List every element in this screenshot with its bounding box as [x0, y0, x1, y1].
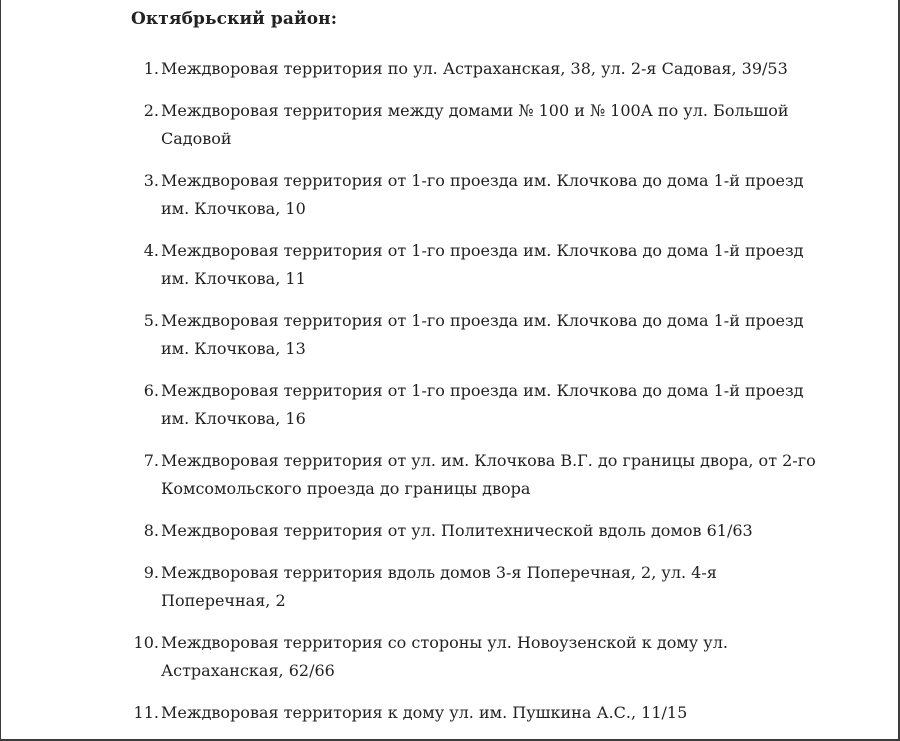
list-item-number: 2.: [143, 101, 159, 120]
frame-left-border: [0, 0, 1, 741]
list-item-line: им. Клочкова, 10: [161, 199, 306, 218]
list-item-line: им. Клочкова, 16: [161, 409, 306, 428]
list-item-number: 4.: [143, 241, 159, 260]
list-item-text: [161, 517, 831, 545]
list-item-line: Поперечная, 2: [161, 591, 286, 610]
list-item-line: Комсомольского проезда до границы двора: [161, 479, 531, 498]
list-item: [131, 629, 831, 685]
district-heading: Октябрьский район:: [131, 9, 338, 29]
list-item: [131, 377, 831, 433]
list-item-line: Междворовая территория от ул. им. Клочкова В.Г. до границы двора, от 2-го: [161, 451, 816, 470]
list-item-line: Междворовая территория от 1-го проезда им. Клочкова до дома 1-й проезд: [161, 311, 804, 330]
list-item: [131, 167, 831, 223]
list-item-text: [161, 307, 831, 363]
list-item-text: [161, 377, 831, 433]
list-item: [131, 307, 831, 363]
list-item-text: [161, 447, 831, 503]
list-item-line: Междворовая территория от 1-го проезда им. Клочкова до дома 1-й проезд: [161, 171, 804, 190]
territory-list: [131, 55, 831, 727]
list-item-text: [161, 97, 831, 153]
list-item-line: Междворовая территория от 1-го проезда им. Клочкова до дома 1-й проезд: [161, 241, 804, 260]
list-item: [131, 517, 831, 545]
list-item-line: им. Клочкова, 11: [161, 269, 306, 288]
list-item-text: [161, 699, 831, 727]
list-item-number: 6.: [143, 381, 159, 400]
list-item-number: 11.: [133, 703, 159, 722]
list-item-text: [161, 559, 831, 615]
list-item-number: 9.: [143, 563, 159, 582]
list-item-number: 10.: [133, 633, 159, 652]
list-item-line: Междворовая территория со стороны ул. Новоузенской к дому ул.: [161, 633, 728, 652]
list-item-line: Междворовая территория к дому ул. им. Пушкина А.С., 11/15: [161, 703, 688, 722]
list-item-line: Междворовая территория по ул. Астраханская, 38, ул. 2-я Садовая, 39/53: [161, 59, 788, 78]
list-item-line: им. Клочкова, 13: [161, 339, 306, 358]
list-item: [131, 237, 831, 293]
list-item-line: Междворовая территория от ул. Политехнической вдоль домов 61/63: [161, 521, 753, 540]
list-item-text: [161, 55, 831, 83]
list-item-number: 5.: [143, 311, 159, 330]
list-item-number: 3.: [143, 171, 159, 190]
list-item-line: Междворовая территория вдоль домов 3-я Поперечная, 2, ул. 4-я: [161, 563, 717, 582]
list-item: [131, 55, 831, 83]
list-item-line: Садовой: [161, 129, 232, 148]
list-item-number: 8.: [143, 521, 159, 540]
list-item: [131, 559, 831, 615]
list-item-text: [161, 629, 831, 685]
list-item-line: Междворовая территория между домами № 100 и № 100А по ул. Большой: [161, 101, 789, 120]
list-item: [131, 97, 831, 153]
document-content: [131, 8, 831, 741]
list-item: [131, 699, 831, 727]
list-item-line: Междворовая территория от 1-го проезда им. Клочкова до дома 1-й проезд: [161, 381, 804, 400]
list-item-number: 1.: [143, 59, 159, 78]
list-item-text: [161, 167, 831, 223]
list-item-line: Астраханская, 62/66: [161, 661, 335, 680]
list-item-text: [161, 237, 831, 293]
list-item-number: 7.: [143, 451, 159, 470]
list-item: [131, 447, 831, 503]
